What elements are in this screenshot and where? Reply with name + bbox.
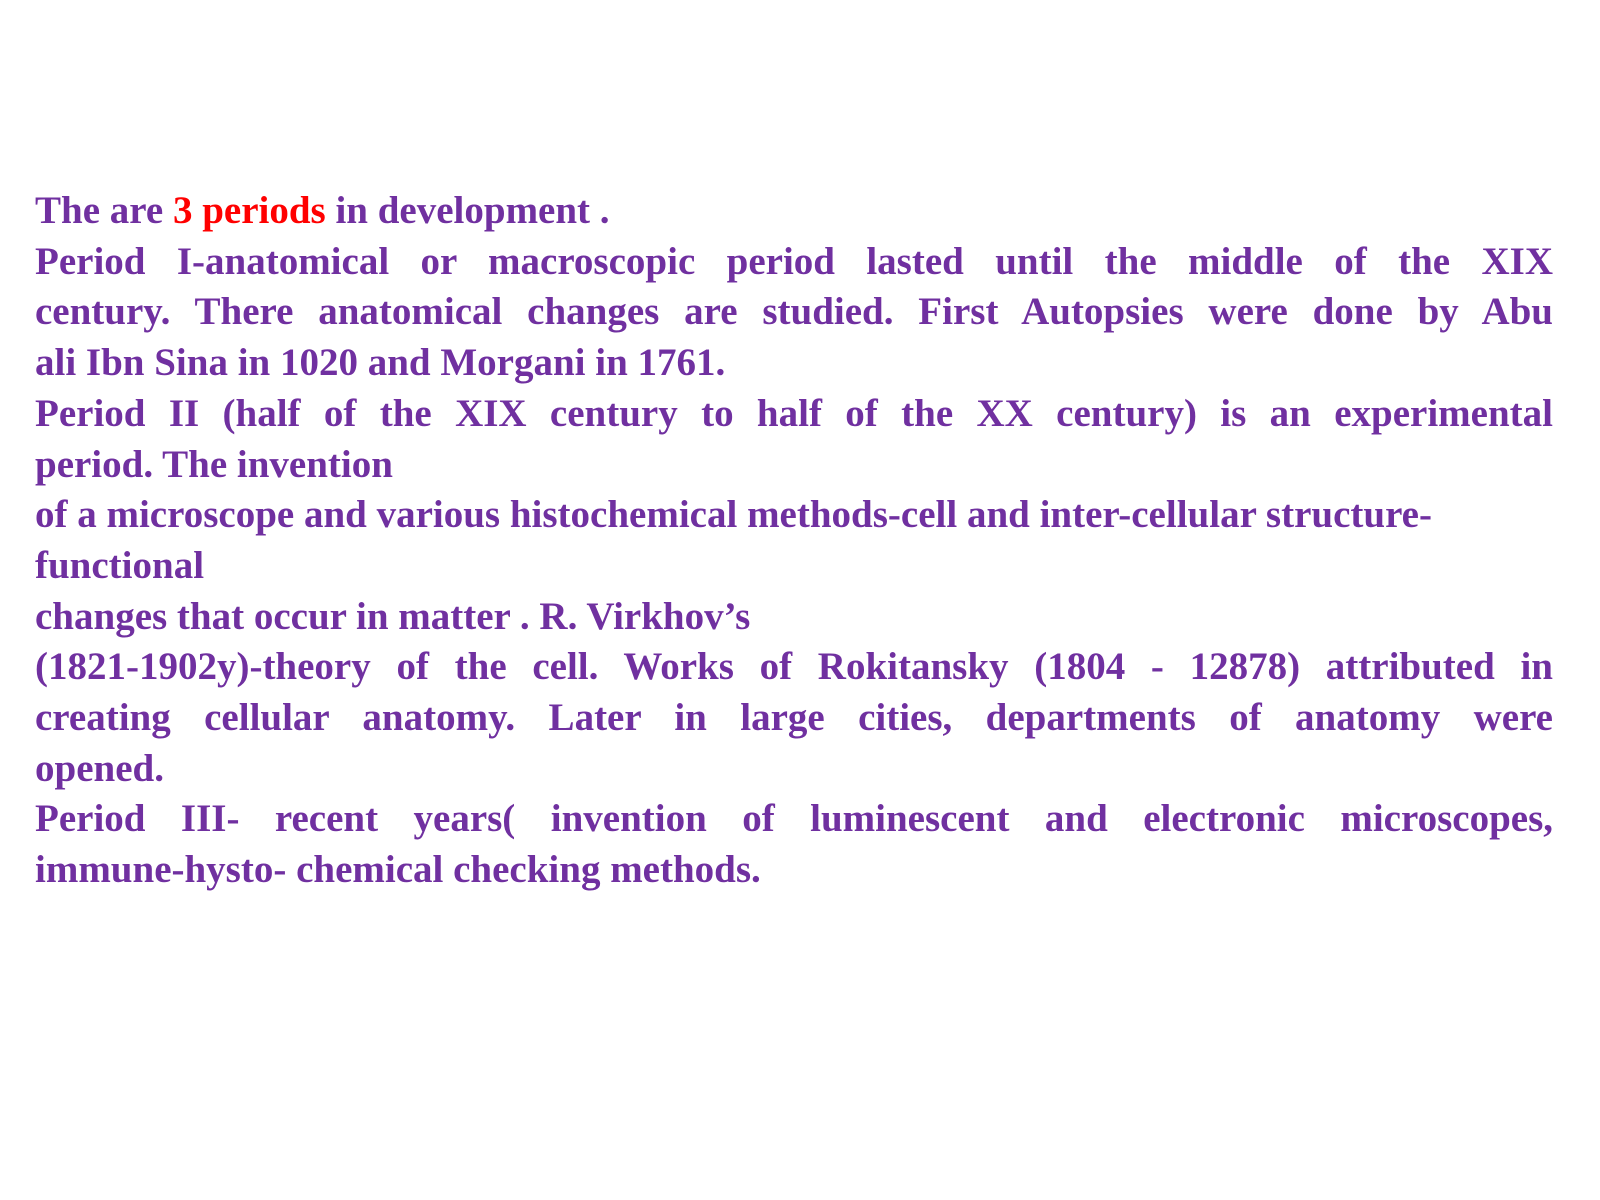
intro-highlight: 3 periods (172, 189, 326, 232)
period-two-line-5: changes that occur in matter . R. Virkhov’s (35, 594, 751, 638)
period-two-line-7: creating cellular anatomy. Later in large cities, departments of anatomy were (35, 696, 1553, 740)
period-two-line-2: period. The invention (35, 442, 393, 486)
intro-line (35, 186, 1553, 237)
slide-body-text (35, 186, 1553, 896)
intro-text-start: The are (35, 189, 173, 232)
period-three-line-2: immune-hysto- chemical checking methods. (35, 848, 761, 892)
period-two-line-3: of a microscope and various histochemical methods-cell and inter-cellular structure- (35, 493, 1432, 537)
period-two-line-6: (1821-1902y)-theory of the cell. Works of Rokitansky (1804 - 12878) attributed in (35, 645, 1553, 689)
period-one-line-1: Period I-anatomical or macroscopic period lasted until the middle of the XIX (35, 239, 1553, 283)
period-three-line-1: Period III- recent years( invention of luminescent and electronic microscopes, (35, 797, 1553, 841)
period-one-line-3: ali Ibn Sina in 1020 and Morgani in 1761. (35, 341, 726, 385)
period-one-line-2: century. There anatomical changes are studied. First Autopsies were done by Abu (35, 290, 1553, 334)
intro-text-end: in development . (325, 189, 610, 232)
period-two-line-8: opened. (35, 746, 164, 790)
period-two-line-1: Period II (half of the XIX century to half of the XX century) is an experimental (35, 391, 1553, 435)
period-two-line-4: functional (35, 543, 205, 587)
